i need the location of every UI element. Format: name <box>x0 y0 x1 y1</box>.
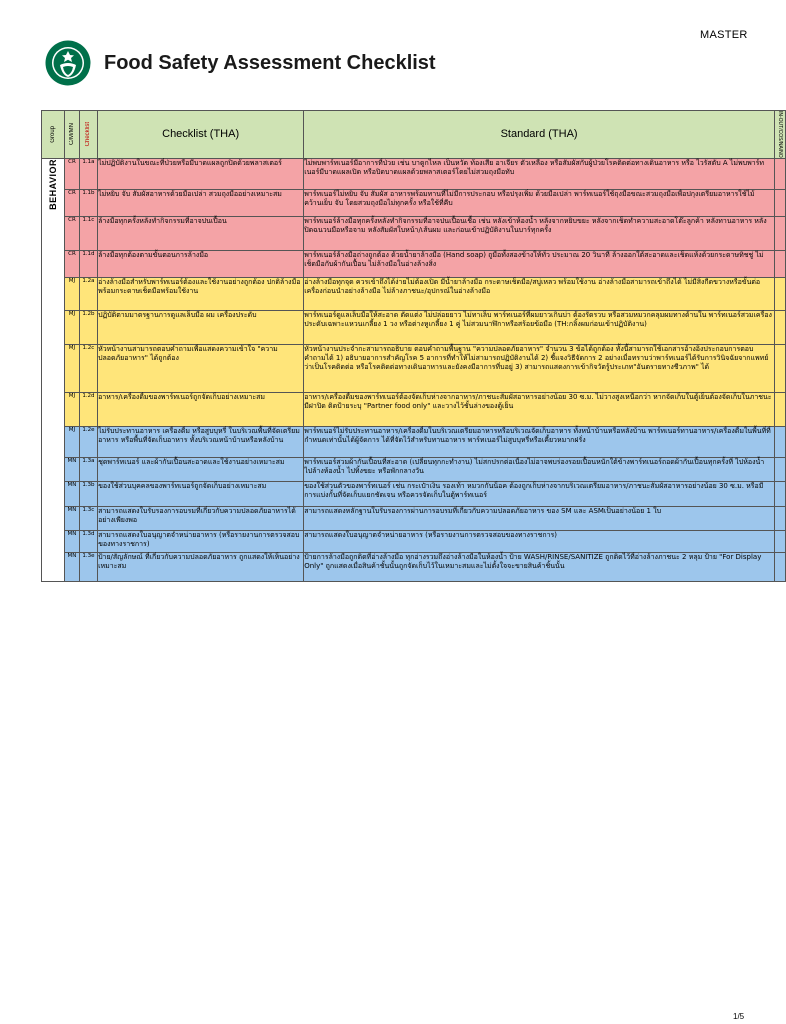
checklist-cell: หัวหน้างานสามารถตอบคำถามเพื่อแสดงความเข้าใจ "ความปลอดภัยอาหาร" ได้ถูกต้อง <box>98 344 304 392</box>
standard-cell: พาร์ทเนอร์ไม่หยิบ จับ สัมผัส อาหารพร้อมทานที่ไม่มีการประกอบ หรือปรุงเพิ่ม ด้วยมือเปล่า พาร์ทเนอร์ใช้ถุงมือขณะสวมถุงมือเพื่อปกุงเตรียมอาหารใช้ไม้ คว้านเย็บ จับ โดยสวมถุงมือไม่ทุกครั้ง หรือใช้ที่คีบ <box>304 189 775 216</box>
checklist-cell: อ่างล้างมือสำหรับพาร์ทเนอร์ต้องและใช้งานอย่างถูกต้อง ปกติล้างมือพร้อมกระดาษเช็ดมือพร้อมใช้งาน <box>98 277 304 310</box>
code-cell: 1.2d <box>79 392 97 426</box>
checklist-cell: สามารถแสดงใบอนุญาตจำหน่ายอาหาร (หรือรายงานการตรวจสอบของทางราชการ) <box>98 530 304 552</box>
category-cell: CR <box>65 189 80 216</box>
result-cell[interactable] <box>774 392 785 426</box>
result-cell[interactable] <box>774 189 785 216</box>
category-cell: MN <box>65 506 80 530</box>
standard-cell: อ่างล้างมือทุกจุด ควรเข้าถึงได้ง่ายไม่ต้องเปิด มีน้ำยาล้างมือ กระดาษเช็ดมือ/สบู่เหลว พร้อมใช้งาน อ่างล้างมือสามารถเข้าถึงได้ ไม่มีสิ่งกีดขวางหรือขั้นต่อเครื่องก่อนนำอย่างล้างมือ ไม่ล้างภาชนะ/อุปกรณ์ในอ่างล้างมือ <box>304 277 775 310</box>
table-row <box>42 481 786 506</box>
standard-cell: พาร์ทเนอร์ล้างมือถ่างถูกต้อง ด้วยน้ำยาล้างมือ (Hand soap) ถูมือทั้งสองข้างให้ทั่ว ประมาณ 20 วินาที ล้างออกใต้สะอาดและเช็ดแห้งด้วยกระดาษทิชชู่ ไม่เช็ดมือกับผ้ากันเปื้อน ไม่ล้างมือในอ่างล้างสิ่ง <box>304 250 775 277</box>
category-cell: CR <box>65 216 80 250</box>
table-row <box>42 392 786 426</box>
standard-cell: สามารถแสดงใบอนุญาตจำหน่ายอาหาร (หรือรายงานการตรวจสอบของทางราชการ) <box>304 530 775 552</box>
code-cell: 1.1a <box>79 158 97 189</box>
result-cell[interactable] <box>774 481 785 506</box>
standard-cell: พาร์ทเนอร์ไม่รับประทานอาหาร/เครื่องดื่มในบริเวณเตรียมอาหารหรือบริเวณจัดเก็บอาหาร ทั้งหน้าบ้านหรือหลังบ้าน พาร์ทเนอร์ทานอาหาร/เครื่องดื่มในพื้นที่ที่กำหนดเท่านั้นได้ผู้จัดการ ได้ที่จัดไว้สำหรับทานอาหาร พาร์ทเนอร์ไม่สูบบุหรี่หรือเคี้ยวหมากฝรั่ง <box>304 426 775 457</box>
category-cell: MN <box>65 457 80 481</box>
standard-cell: อาหาร/เครื่องดื่มของพาร์ทเนอร์ต้องจัดเก็บห่างจากอาหาร/ภาชนะสัมผัสอาหารอย่างน้อย 30 ซ.ม. ไม่วางสูงเหนือกว่า หากจัดเก็บในตู้เย็นต้องจัดเก็บในภาชนะมีฝาปิด ติดป้ายระบุ "Partner food only" และวางไว้ชั้นล่างของตู้เย็น <box>304 392 775 426</box>
category-cell: MN <box>65 552 80 581</box>
standard-cell: หัวหน้างานประจำกะสามารถอธิบาย ตอบคำถามพื้นฐาน "ความปลอดภัยอาหาร" จำนวน 3 ข้อได้ถูกต้อง ทั้งนี้สามารถใช้เอกสารอ้างอิงประกอบการตอบคำถามได้ 1) อธิบายอาการสำคัญโรค 5 อาการที่ทำให้ไม่สามารถปฏิบัติงานได้ 2) ชี้แจงวิธีจัดการ 2 อย่างเมื่อทราบว่าพาร์ทเนอร์ได้รับการวินิจฉัยจากแพทย์ว่าเป็นโรคติดต่อ หรือโรคติดต่อทางเดินอาหารและยังคงมีอาการที่บอยู่ 3) สามารถแสดงการเข้ากิจวัตรู้ประเภท"อันตรายทางชีวภาพ" ได้ <box>304 344 775 392</box>
result-cell[interactable] <box>774 530 785 552</box>
category-cell: MJ <box>65 344 80 392</box>
table-row <box>42 189 786 216</box>
checklist-cell: อาหาร/เครื่องดื่มของพาร์ทเนอร์ถูกจัดเก็บอย่างเหมาะสม <box>98 392 304 426</box>
result-cell[interactable] <box>774 158 785 189</box>
code-cell: 1.2b <box>79 310 97 344</box>
checklist-code-column-header: Checklist <box>79 111 97 159</box>
code-cell: 1.3a <box>79 457 97 481</box>
category-cell: MJ <box>65 392 80 426</box>
checklist-table <box>41 110 786 582</box>
checklist-cell: ป้าย/สัญลักษณ์ ที่เกี่ยวกับความปลอดภัยอาหาร ถูกแสดงให้เห็นอย่างเหมาะสม <box>98 552 304 581</box>
category-cell: MJ <box>65 310 80 344</box>
table-row <box>42 216 786 250</box>
table-row <box>42 506 786 530</box>
page-title: Food Safety Assessment Checklist <box>104 52 436 74</box>
result-column-header: IN-OUT/COS/NA/NO <box>774 111 785 159</box>
code-cell: 1.1d <box>79 250 97 277</box>
table-row <box>42 457 786 481</box>
result-cell[interactable] <box>774 552 785 581</box>
code-cell: 1.3c <box>79 506 97 530</box>
standard-cell: ป้ายการล้างมือถูกติดที่อ่างล้างมือ ทุกอ่างรวมถึงอ่างล้างมือในห้องน้ำ ป้าย WASH/RINSE/SANITIZE ถูกติดไว้ที่อ่างล้างภาชนะ 2 หลุม ป้าย "For Display Only" ถูกแสดงเมื่อสินค้าชั้นนั้นถูกจัดเก็บไว้ในเหมาะสมและไม่ตั้งใจจะขายสินค้าชิ้นนั้น <box>304 552 775 581</box>
result-cell[interactable] <box>774 310 785 344</box>
code-cell: 1.3e <box>79 552 97 581</box>
result-cell[interactable] <box>774 457 785 481</box>
checklist-tha-header: Checklist (THA) <box>98 111 304 159</box>
page-number: 1/5 <box>733 1012 745 1021</box>
standard-cell: พาร์ทเนอร์ดูแลเล็บมือให้สะอาด ตัดแต่ง ไม่ปล่อยยาว ไม่ทาเล็บ พาร์ทเนอร์ที่ผมยาวเกินบ่า ต้องรัดรวบ หรือสวมหมวกคลุมผมทางด้านใน พาร์ทเนอร์สวมเครื่องประดับเฉพาะแหวนเกลี้ยง 1 วง หรือต่างหูเกลี้ยง 1 คู่ ไม่สวมนาฬิกาหรือสร้อยข้อมือ (TH:กลิ้งผมก่อนเข้าปฏิบัติงาน) <box>304 310 775 344</box>
table-row <box>42 277 786 310</box>
code-cell: 1.1c <box>79 216 97 250</box>
checklist-cell: ล้างมือทุกต้องตามขั้นตอนการล้างมือ <box>98 250 304 277</box>
checklist-cell: สามารถแสดงใบรับรองการอบรมที่เกี่ยวกับความปลอดภัยอาหารได้อย่างเพียงพอ <box>98 506 304 530</box>
code-cell: 1.2a <box>79 277 97 310</box>
group-column-header: Group <box>42 111 65 159</box>
group-cell <box>42 158 65 581</box>
table-row <box>42 310 786 344</box>
master-label: MASTER <box>700 29 748 41</box>
code-cell: 1.1b <box>79 189 97 216</box>
standard-cell: พาร์ทเนอร์สวมผ้ากันเปื้อนที่สะอาด (เปลี่ยนทุกกะทำงาน) ไม่สกปรกต่อเนื่องไม่อาจพบร่องรอยเปื้อนหนักใต้ข้างพาร์ทเนอร์ถอดผ้ากันเปื้อนทุกครั้งที่ ไปห้องน้ำ ไปล้างห้องน้ำ ไปทิ้งขยะ หรือพักกลางวัน <box>304 457 775 481</box>
code-cell: 1.3b <box>79 481 97 506</box>
category-column-header: C/M/MN <box>65 111 80 159</box>
table-row <box>42 158 786 189</box>
code-cell: 1.2e <box>79 426 97 457</box>
standard-cell: สามารถแสดงหลักฐานใบรับรองการผ่านการอบรมที่เกี่ยวกับความปลอดภัยอาหาร ของ SM และ ASMเป็นอย่างน้อย 1 ใบ <box>304 506 775 530</box>
table-row <box>42 426 786 457</box>
result-cell[interactable] <box>774 344 785 392</box>
standard-cell: ไม่พบพาร์ทเนอร์มีอาการที่ป่วย เช่น บาดูกไหล เป็นหวัด ท้องเสีย อาเจียร ตัวเหลือง หรือสัมผัสกับผู้ป่วยโรคติดต่อทางเดินอาหาร หรือ ไวรัสตับ A ไม่พบพาร์ทเนอร์มีบาดแผลเปิด หรือปิดบาดแผลด้วยพลาสเตอร์โดยไม่สวมถุงมือทับ <box>304 158 775 189</box>
table-header-row <box>42 111 786 159</box>
category-cell: MJ <box>65 277 80 310</box>
result-cell[interactable] <box>774 506 785 530</box>
category-cell: MN <box>65 481 80 506</box>
standard-cell: พาร์ทเนอร์ล้างมือทุกครั้งหลังทำกิจกรรมที่อาจปนเปื้อนเชื้อ เช่น หลังเข้าห้องน้ำ หลังจากหยิบขยะ หลังจากเช็ดทำความสะอาดโต๊ะลูกค้า หลังทานอาหาร หลังปิดฉนวนมือหรือจาม หลังสัมผัสใบหน้า/เส้นผม และก่อนเข้าปฏิบัติงานในบาร์ทุกครั้ง <box>304 216 775 250</box>
standard-tha-header: Standard (THA) <box>304 111 775 159</box>
checklist-cell: ล้างมือทุกครั้งหลังทำกิจกรรมที่อาจปนเปื้อน <box>98 216 304 250</box>
category-cell: CR <box>65 250 80 277</box>
code-cell: 1.2c <box>79 344 97 392</box>
table-row <box>42 344 786 392</box>
result-cell[interactable] <box>774 250 785 277</box>
checklist-cell: ไม่หยิบ จับ สัมผัสอาหารด้วยมือเปล่า สวมถุงมืออย่างเหมาะสม <box>98 189 304 216</box>
checklist-cell: ไม่ปฏิบัติงานในขณะที่ป่วยหรือมีบาดแผลถูกปิดด้วยพลาสเตอร์ <box>98 158 304 189</box>
result-cell[interactable] <box>774 216 785 250</box>
category-cell: MN <box>65 530 80 552</box>
checklist-cell: ปฏิบัติตามมาตรฐานการดูแลเล็บมือ ผม เครื่องประดับ <box>98 310 304 344</box>
checklist-cell: ไม่รับประทานอาหาร เครื่องดื่ม หรือสูบบุหรี่ ในบริเวณพื้นที่จัดเตรียมอาหาร หรือพื้นที่จัดเก็บอาหาร ทั้งบริเวณหน้าบ้านหรือหลังบ้าน <box>98 426 304 457</box>
group-label: BEHAVIOR <box>48 158 59 210</box>
starbucks-logo <box>45 40 91 86</box>
checklist-cell: ของใช้ส่วนบุคคลของพาร์ทเนอร์ถูกจัดเก็บอย่างเหมาะสม <box>98 481 304 506</box>
table-row <box>42 250 786 277</box>
table-row <box>42 530 786 552</box>
category-cell: MJ <box>65 426 80 457</box>
code-cell: 1.3d <box>79 530 97 552</box>
category-cell: CR <box>65 158 80 189</box>
table-row <box>42 552 786 581</box>
result-cell[interactable] <box>774 277 785 310</box>
checklist-cell: ชุดพาร์ทเนอร์ และผ้ากันเปื้อนสะอาดและใช้งานอย่างเหมาะสม <box>98 457 304 481</box>
standard-cell: ของใช้ส่วนตัวของพาร์ทเนอร์ เช่น กระเป๋าเงิน รองเท้า หมวกกันน็อค ต้องถูกเก็บห่างจากบริเวณเตรียมอาหาร/ภาชนะสัมผัสอาหารอย่างน้อย 30 ซ.ม. หรือมีการแบ่งกั้นที่จัดเก็บแยกชัดเจน หรือควรจัดเก็บในตู้พาร์ทเนอร์ <box>304 481 775 506</box>
result-cell[interactable] <box>774 426 785 457</box>
